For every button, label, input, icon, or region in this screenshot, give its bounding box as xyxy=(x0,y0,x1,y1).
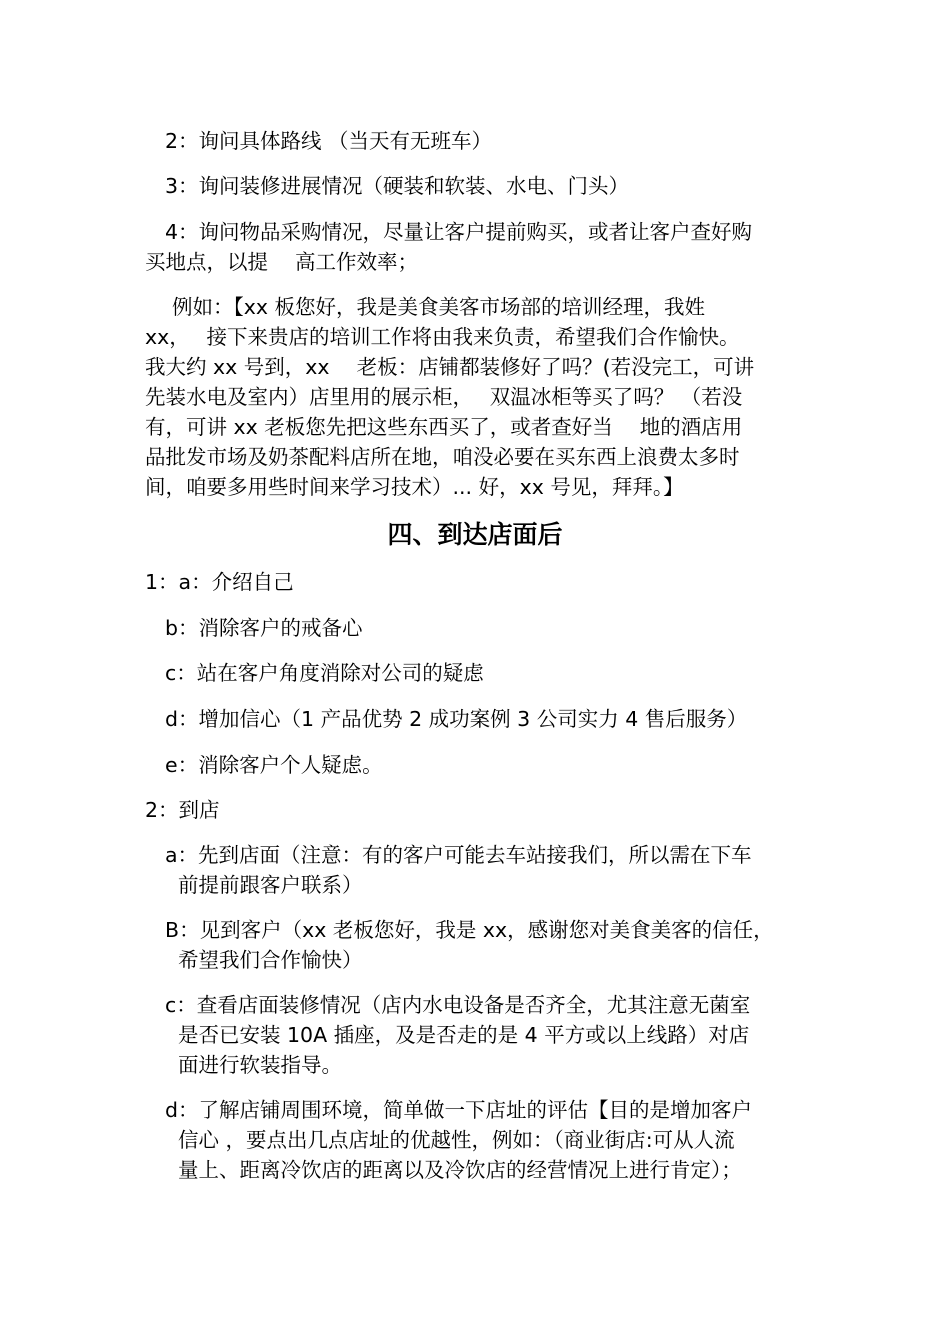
example-line-7: 间，咱要多用些时间来学习技术）... 好，xx 号见，拜拜。】 xyxy=(145,475,684,499)
point-2-a-line-1: a：先到店面（注意：有的客户可能去车站接我们，所以需在下车 xyxy=(165,843,752,867)
point-1-e: e：消除客户个人疑虑。 xyxy=(165,753,383,777)
step-3-renovation: 3：询问装修进展情况（硬装和软装、水电、门头） xyxy=(165,174,630,198)
step-2-route: 2：询问具体路线 （当天有无班车） xyxy=(165,129,493,153)
point-2-d-line-2: 信心 ，要点出几点店址的优越性，例如：（商业街店:可从人流 xyxy=(178,1128,735,1152)
section-heading: 四、到达店面后 xyxy=(387,520,563,549)
point-1-c: c：站在客户角度消除对公司的疑虑 xyxy=(165,661,484,685)
point-2-c-line-2: 是否已安装 10A 插座，及是否走的是 4 平方或以上线路）对店 xyxy=(178,1023,750,1047)
example-line-2: xx， 接下来贵店的培训工作将由我来负责，希望我们合作愉快。 xyxy=(145,325,740,349)
example-line-3: 我大约 xx 号到，xx 老板：店铺都装修好了吗？(若没完工，可讲 xyxy=(145,355,755,379)
point-2-d-line-3: 量上、距离冷饮店的距离以及冷饮店的经营情况上进行肯定）； xyxy=(178,1158,742,1182)
step-4-purchase-line-2: 买地点，以提 高工作效率； xyxy=(145,250,419,274)
point-2-a-line-2: 前提前跟客户联系） xyxy=(178,873,363,897)
point-1-a: 1：a：介绍自己 xyxy=(145,570,294,594)
step-4-purchase-line-1: 4：询问物品采购情况，尽量让客户提前购买，或者让客户查好购 xyxy=(165,220,753,244)
point-2-b-line-1: B：见到客户（xx 老板您好，我是 xx，感谢您对美食美客的信任， xyxy=(165,918,774,942)
example-line-1: 例如：【xx 板您好，我是美食美客市场部的培训经理，我姓 xyxy=(172,295,706,319)
example-line-6: 品批发市场及奶茶配料店所在地，咱没必要在买东西上浪费太多时 xyxy=(145,445,740,469)
point-2-c-line-3: 面进行软装指导。 xyxy=(178,1053,342,1077)
point-2-c-line-1: c：查看店面装修情况（店内水电设备是否齐全，尤其注意无菌室 xyxy=(165,993,751,1017)
example-line-4: 先装水电及室内）店里用的展示柜， 双温冰柜等买了吗？ （若没 xyxy=(145,385,743,409)
point-2-title: 2：到店 xyxy=(145,798,220,822)
point-1-d: d：增加信心（1 产品优势 2 成功案例 3 公司实力 4 售后服务） xyxy=(165,707,748,731)
point-1-b: b：消除客户的戒备心 xyxy=(165,616,363,640)
example-line-5: 有，可讲 xx 老板您先把这些东西买了，或者查好当 地的酒店用 xyxy=(145,415,743,439)
point-2-d-line-1: d：了解店铺周围环境，简单做一下店址的评估【目的是增加客户 xyxy=(165,1098,753,1122)
point-2-b-line-2: 希望我们合作愉快） xyxy=(178,948,363,972)
